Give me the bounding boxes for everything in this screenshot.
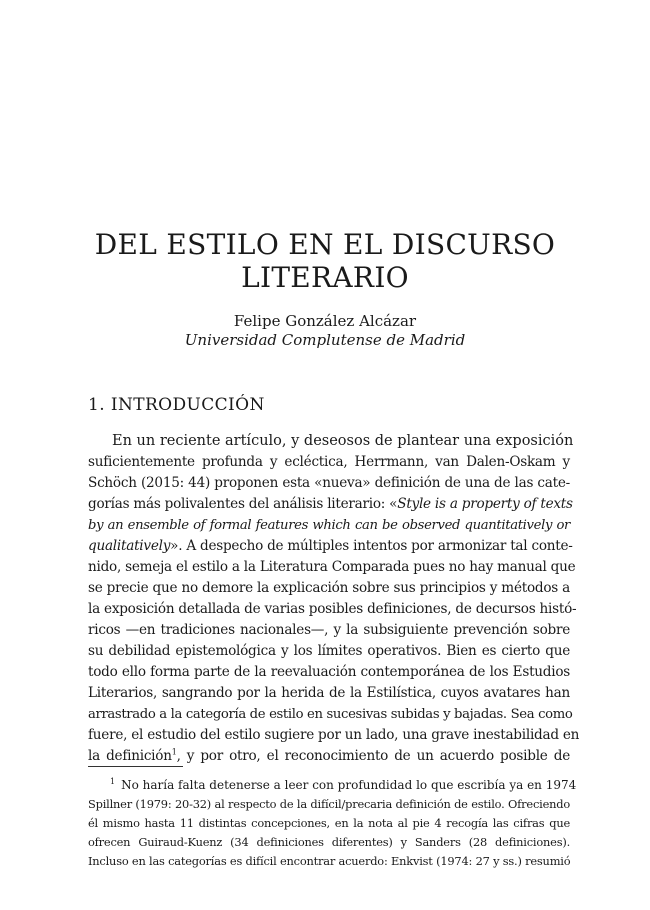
body-line bbox=[88, 536, 573, 557]
body-text-segment: gorías más polivalentes del análisis literario: « bbox=[88, 496, 398, 512]
body-line: suficientemente profunda y ecléctica, Herrmann, van Dalen-Oskam y bbox=[88, 454, 570, 470]
article-title bbox=[60, 228, 590, 294]
section-heading: 1. INTRODUCCIÓN bbox=[88, 395, 265, 415]
body-line: Schöch (2015: 44) proponen esta «nueva» definición de una de las cate- bbox=[88, 475, 570, 491]
body-line: todo ello forma parte de la reevaluación contemporánea de los Estudios bbox=[88, 664, 570, 680]
body-line: la exposición detallada de varias posibles definiciones, de decursos histó- bbox=[88, 601, 577, 617]
body-text-segment: , y por otro, el reconocimiento de un acuerdo posible de bbox=[176, 748, 570, 764]
body-line-quote: by an ensemble of formal features which can be observed quantitatively or bbox=[88, 518, 570, 533]
footnotes bbox=[88, 776, 577, 871]
footnote-reference[interactable]: 1 bbox=[171, 747, 177, 757]
body-line: En un reciente artículo, y deseosos de plantear una exposición bbox=[112, 433, 574, 449]
footnote-separator bbox=[88, 766, 183, 767]
body-text-segment: ». A despecho de múltiples intentos por armonizar tal conte- bbox=[170, 538, 573, 554]
body-line: su debilidad epistemológica y los límites operativos. Bien es cierto que bbox=[88, 643, 570, 659]
article-title-line-1: DEL ESTILO EN EL DISCURSO bbox=[94, 228, 556, 261]
footnote-line: Incluso en las categorías es difícil encontrar acuerdo: Enkvist (1974: 27 y ss.) resumió bbox=[88, 854, 571, 868]
footnote-text: No haría falta detenerse a leer con profundidad lo que escribía ya en 1974 bbox=[121, 778, 577, 792]
body-line: nido, semeja el estilo a la Literatura Comparada pues no hay manual que bbox=[88, 559, 576, 575]
body-line: arrastrado a la categoría de estilo en sucesivas subidas y bajadas. Sea como bbox=[88, 707, 573, 722]
author-name: Felipe González Alcázar bbox=[233, 312, 417, 330]
body-line: se precie que no demore la explicación sobre sus principios y métodos a bbox=[88, 580, 570, 596]
body-line bbox=[88, 746, 570, 767]
body-line: ricos —en tradiciones nacionales—, y la subsiguiente prevención sobre bbox=[88, 622, 570, 638]
body-line: fuere, el estudio del estilo sugiere por un lado, una grave inestabilidad en bbox=[88, 727, 580, 743]
footnote-line: él mismo hasta 11 distintas concepciones, en la nota al pie 4 recogía las cifras que bbox=[88, 816, 570, 830]
body-line bbox=[88, 494, 573, 515]
footnote-line: ofrecen Guiraud-Kuenz (34 definiciones diferentes) y Sanders (28 definiciones). bbox=[88, 835, 570, 849]
body-line: Literarios, sangrando por la herida de la Estilística, cuyos avatares han bbox=[88, 685, 570, 701]
author-affiliation: Universidad Complutense de Madrid bbox=[184, 331, 466, 349]
article-title-line-2: LITERARIO bbox=[241, 261, 409, 294]
quoted-definition-end: qualitatively bbox=[88, 538, 171, 554]
footnote-line: Spillner (1979: 20-32) al respecto de la difícil/precaria definición de estilo. Ofreciendo bbox=[88, 797, 570, 811]
footnote-marker: 1 bbox=[110, 777, 116, 786]
quoted-definition: Style is a property of texts bbox=[397, 496, 573, 512]
body-text-segment: la definición bbox=[88, 748, 172, 764]
body-paragraph bbox=[88, 431, 580, 767]
footnote-line bbox=[88, 776, 577, 795]
